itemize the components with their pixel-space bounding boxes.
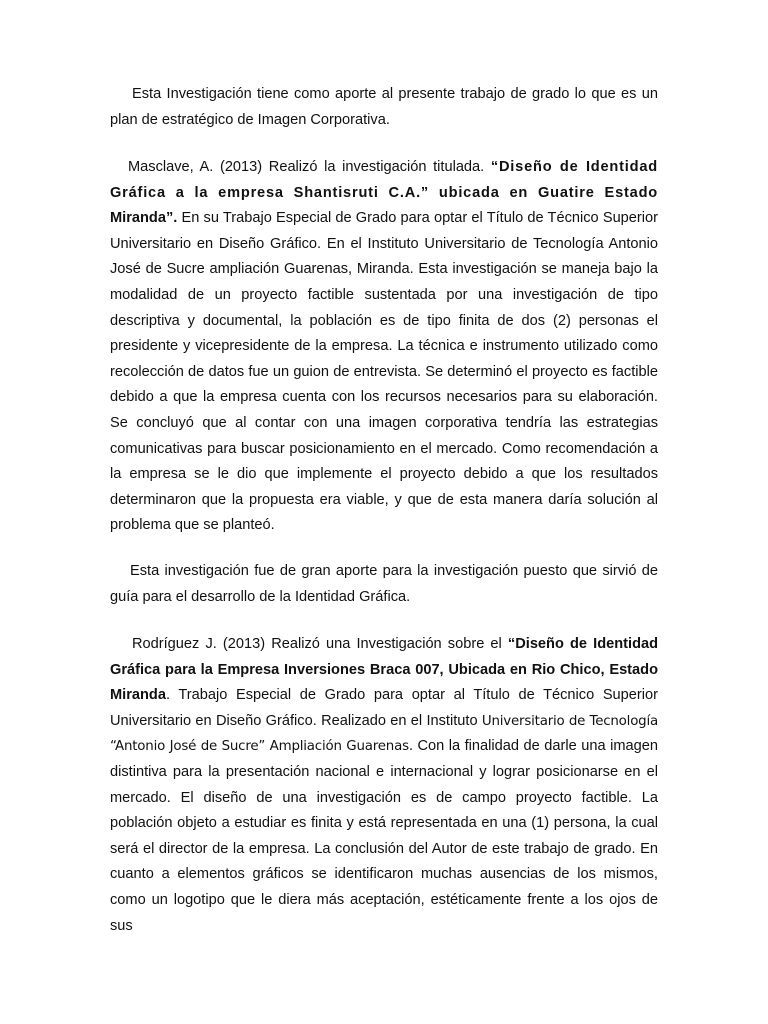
masclave-title: “Diseño de Identidad Gráfica a la empresa Shantisruti C.A.” ubicada en Guatire Estado bbox=[110, 159, 659, 201]
paragraph-contribution bbox=[110, 559, 658, 610]
rodriguez-title: “Diseño de Identidad Gráfica para la Empresa Inversiones Braca 007, Ubicada en Rio Chico, Estado Miranda bbox=[110, 636, 659, 704]
rodriguez-institute: Universitario de Tecnología “Antonio José de Sucre” Ampliación Guarenas. bbox=[110, 713, 659, 755]
masclave-citation: Masclave, A. (2013) Realizó la investigación titulada. bbox=[128, 159, 491, 175]
masclave-title-end: Miranda”. bbox=[110, 210, 178, 227]
rodriguez-body: . Trabajo Especial de Grado para optar al Título de Técnico Superior Universitario en Diseño Gráfico. Realizado en el Instituto bbox=[110, 687, 658, 729]
paragraph-intro-text: Esta Investigación tiene como aporte al presente trabajo de grado lo que es un plan de estratégico de Imagen Corporativa. bbox=[110, 86, 658, 128]
rodriguez-body-cont: Con la finalidad de darle una imagen distintiva para la presentación nacional e internacional y lograr posicionarse en el mercado. El diseño de una investigación es de campo proyecto factible. La población objeto a estudiar es finita y está representada en una (1) persona, la cual será el director de la empresa. La conclusión del Autor de este trabajo de grado. En cuanto a elementos gráficos se identificaron muchas ausencias de los mismos, como un logotipo que le diera más aceptación, estéticamente frente a los ojos de sus bbox=[110, 738, 658, 934]
paragraph-masclave bbox=[110, 155, 658, 539]
masclave-body: En su Trabajo Especial de Grado para optar el Título de Técnico Superior Universitario en Diseño Gráfico. En el Instituto Universitario de Tecnología Antonio José de Sucre ampliación Guarenas, Miranda. Esta investigación se maneja bajo la modalidad de un proyecto factible sustentada por una investigación de tipo descriptiva y documental, la población es de tipo finita de dos (2) personas el presidente y vicepresidente de la empresa. La técnica e instrumento utilizado como recolección de datos fue un guion de entrevista. Se determinó el proyecto es factible debido a que la empresa cuenta con los recursos necesarios para su elaboración. Se concluyó que al contar con una imagen corporativa tendría las estrategias comunicativas para buscar posicionamiento en el mercado. Como recomendación a la empresa se le dio que implemente el proyecto debido a que los resultados determinaron que la propuesta era viable, y que de esta manera daría solución al problema que se planteó. bbox=[110, 210, 658, 534]
paragraph-intro bbox=[110, 82, 658, 133]
paragraph-rodriguez bbox=[110, 632, 658, 939]
paragraph-contribution-text: Esta investigación fue de gran aporte para la investigación puesto que sirvió de guía para el desarrollo de la Identidad Gráfica. bbox=[110, 563, 658, 605]
rodriguez-citation: Rodríguez J. (2013) Realizó una Investigación sobre el bbox=[132, 636, 508, 652]
